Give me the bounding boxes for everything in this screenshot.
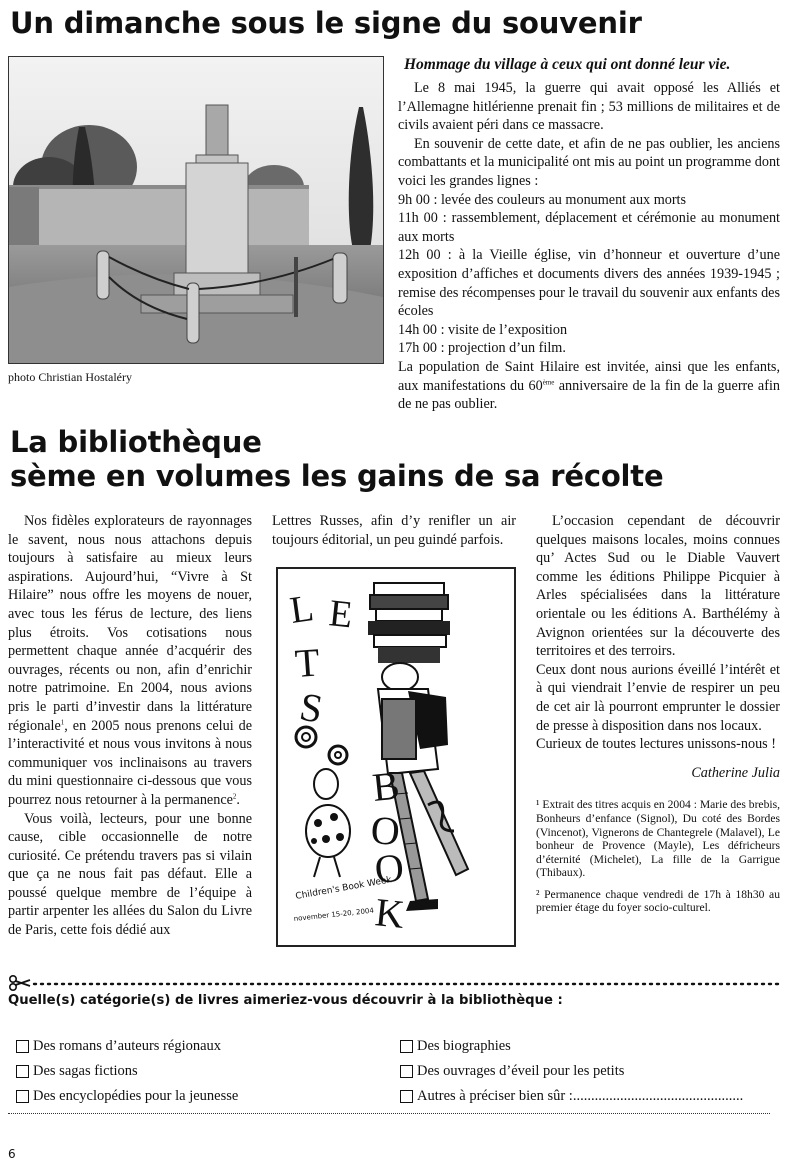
option-early-learning[interactable] (400, 1063, 624, 1080)
footnote-ref: 2 (232, 792, 237, 801)
page-number: 6 (8, 1147, 16, 1161)
checkbox[interactable] (16, 1090, 29, 1103)
option-label: Des sagas fictions (33, 1063, 138, 1079)
article2-paragraph: Ceux dont nous aurions éveillé l’intérêt et à qui viendrait l’envie de respirer un peu de cet air là pourront emprunter le dossier de presse à disposition dans nos locaux. (536, 661, 780, 734)
article2-title (10, 425, 663, 493)
article1-paragraph: En souvenir de cette date, et afin de ne pas oublier, les anciens combattants et la municipalité ont mis au point un programme dont voici les grandes lignes : (398, 135, 780, 189)
schedule-item: 11h 00 : rassemblement, déplacement et cérémonie au monument aux morts (398, 210, 780, 245)
option-youth-encyclopedias[interactable] (16, 1088, 238, 1105)
article2-paragraph: Curieux de toutes lectures unissons-nous ! (536, 736, 776, 753)
option-label: Des biographies (417, 1038, 511, 1054)
write-in-line[interactable] (8, 1113, 770, 1114)
ordinal-suffix: ème (542, 377, 555, 386)
poster-letter: B (370, 762, 402, 810)
photo-caption: photo Christian Hostaléry (8, 370, 132, 384)
article2-column-3 (536, 512, 780, 915)
poster-illustration (278, 569, 514, 945)
memorial-image (9, 57, 383, 363)
scissors-cut-line (8, 975, 782, 991)
schedule-item: 17h 00 : projection d’un film. (398, 340, 566, 357)
article1-title: Un dimanche sous le signe du souvenir (10, 6, 642, 40)
footnote-1: ¹ Extrait des titres acquis en 2004 : Marie des brebis, Bonheurs d’enfance (Signol), Du coté des Bordes (Vincenot), Vignerons de Chantegrele (Malavel), Le bonheur de Provence (Mayle), Les défricheurs d’éternité (Michelet), La fille de la Garrigue (Thibaux). (536, 798, 780, 880)
option-label: Des romans d’auteurs régionaux (33, 1038, 222, 1054)
author-signature: Catherine Julia (691, 764, 780, 781)
option-regional-novels[interactable] (16, 1038, 221, 1055)
checkbox[interactable] (16, 1040, 29, 1053)
poster-letter: S (296, 683, 327, 732)
article2-paragraph: Vous voilà, lecteurs, pour une bonne cause, cible occasionnelle de notre curiosité. Ce prétendu travers pas si vilain que ça ne nous fait pas défaut. Elle a poussé quelque membre de l’équipe à partir arpenter les allées du Salon du Livre de Paris, cette fois dédié aux (8, 810, 252, 939)
checkbox[interactable] (16, 1065, 29, 1078)
checkbox[interactable] (400, 1040, 413, 1053)
paragraph-text: . (236, 791, 240, 808)
poster-letter: K (373, 889, 407, 937)
article1-paragraph: Le 8 mai 1945, la guerre qui avait opposé les Alliés et l’Allemagne hitlérienne prenait fin ; 53 millions de militaires et de civils avaient péri dans ce massacre. (398, 80, 780, 134)
schedule-item: 14h 00 : visite de l’exposition (398, 321, 568, 338)
option-label: Autres à préciser bien sûr :............................................... (417, 1088, 744, 1104)
article2-paragraph: L’occasion cependant de découvrir quelques maisons locales, moins connues qu’ Actes Sud ou le Diable Vauvert comme les éditions Philippe Picquier à Arles spécialisées dans la littérature orientale ou les éditions A. Barthélémy à Avignon orientées sur la découverte des territoires et des terroirs. (536, 513, 780, 660)
questionnaire-question: Quelle(s) catégorie(s) de livres aimeriez-vous découvrir à la bibliothèque : (8, 993, 563, 1008)
article2-column-2 (272, 512, 516, 549)
cut-line (8, 975, 782, 991)
article2-paragraph: Lettres Russes, afin d’y renifler un air toujours éditorial, un peu guindé parfois. (272, 513, 516, 548)
option-label: Des encyclopédies pour la jeunesse (33, 1088, 239, 1104)
poster-event-name: Children's Book Week (294, 875, 393, 902)
article2-title-line2: sème en volumes les gains de sa récolte (10, 459, 664, 493)
option-other[interactable] (400, 1088, 743, 1105)
checkbox[interactable] (400, 1065, 413, 1078)
lets-book-poster (276, 567, 516, 947)
poster-letter: L (287, 587, 317, 632)
poster-letter: O (369, 807, 402, 854)
article2-paragraph (8, 512, 252, 810)
schedule-item: 12h 00 : à la Vieille église, vin d’honneur et ouverture d’une exposition d’affiches et documents divers des années 1939-1945 ; remise des récompenses pour le travail du souvenir aux enfants des écoles (398, 247, 780, 320)
footnote-2: ² Permanence chaque vendredi de 17h à 18h30 au premier étage du foyer socio-culturel. (536, 887, 780, 915)
schedule-item: 9h 00 : levée des couleurs au monument aux morts (398, 191, 687, 208)
paragraph-text: Nos fidèles explorateurs de rayonnages le savent, nous nous attachons depuis toujours à satisfaire au mieux leurs aspirations. Aujourd’hui, “Vivre à St Hilaire” nous offre les moyens de nouer, avec tous les férus de lecture, des liens plus étroits. Vos cotisations nous permettent chaque année d’acquérir des ouvrages, récents ou non, afin d’enrichir notre patrimoine. En 2004, nous avions pris le parti d’investir dans la littérature régionale (8, 513, 252, 734)
scissors-icon (10, 976, 30, 990)
option-label: Des ouvrages d’éveil pour les petits (417, 1063, 625, 1079)
article1-lead: Hommage du village à ceux qui ont donné leur vie. (404, 56, 731, 73)
option-biographies[interactable] (400, 1038, 511, 1055)
article2-title-line1: La bibliothèque (10, 425, 262, 459)
paragraph-text: , en 2005 nous prenons celui de l’interactivité et nous vous invitons à nous communiquer vos inclinaisons au travers du mini questionnaire ci-dessous que vous pourrez nous retourner à la permanence (8, 717, 252, 808)
poster-letter: E (327, 592, 355, 637)
option-sagas[interactable] (16, 1063, 138, 1080)
poster-letter: T (293, 639, 322, 686)
article1-closing (398, 358, 780, 414)
article2-column-1 (8, 512, 252, 940)
poster-event-date: november 15-20, 2004 (293, 906, 375, 923)
article1-body (398, 54, 780, 414)
checkbox[interactable] (400, 1090, 413, 1103)
war-memorial-photo (8, 56, 384, 364)
footnote-ref: 1 (60, 717, 65, 726)
closing-text: anniversaire de la fin de la guerre afin de ne pas oublier. (398, 377, 780, 413)
closing-text: La population de Saint Hilaire est invitée, ainsi que les enfants, aux manifestations du 60 (398, 358, 780, 394)
poster-letter: O (372, 844, 406, 892)
